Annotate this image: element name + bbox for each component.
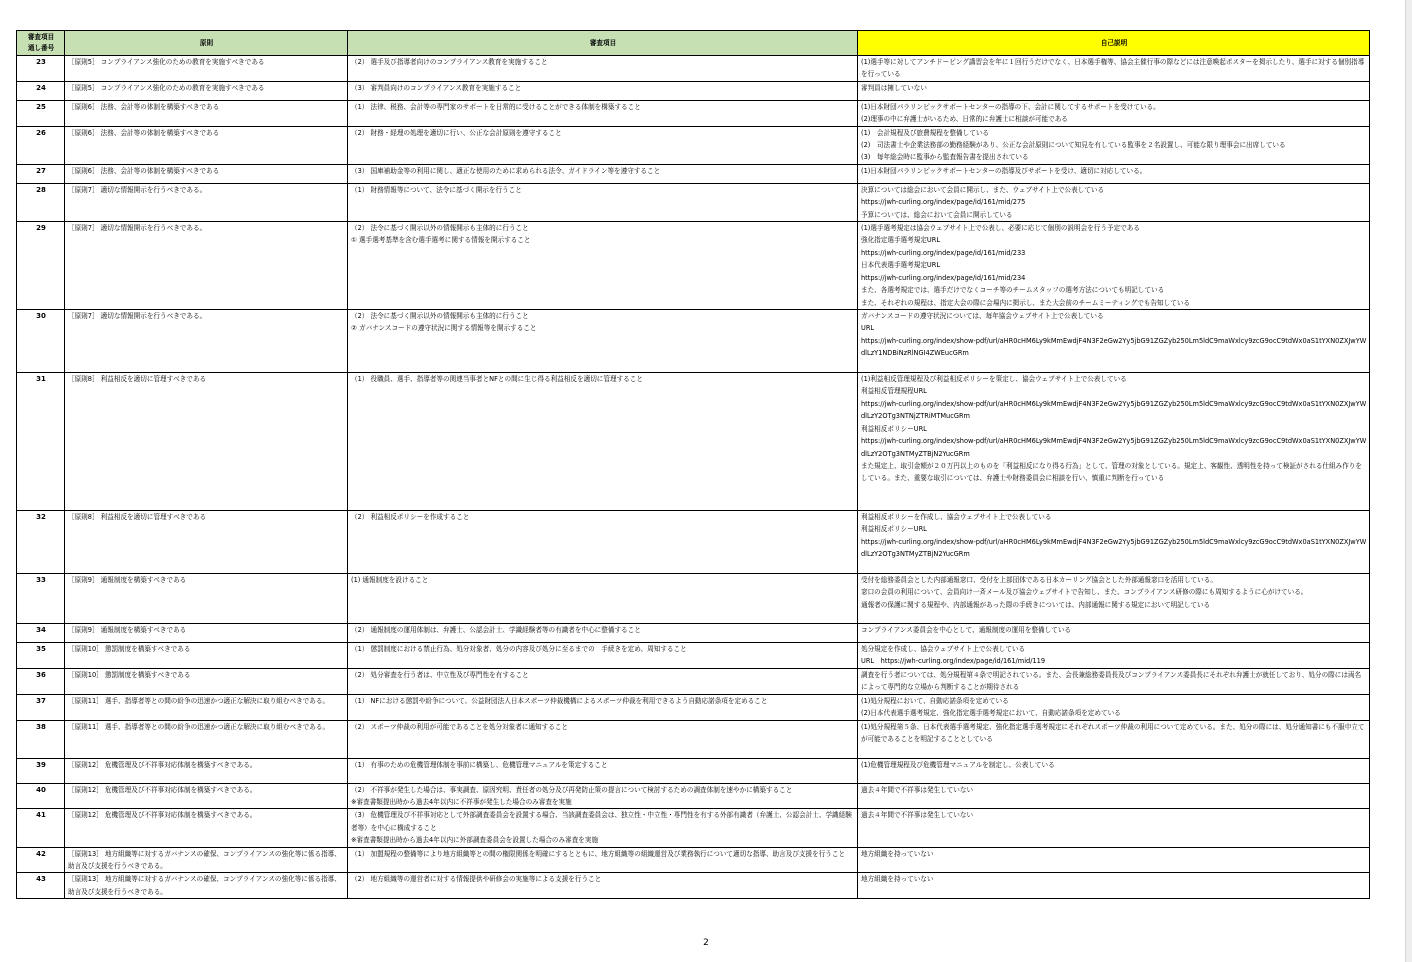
row-number: 35 [17,643,65,669]
page-edge [1405,0,1412,962]
table-row [17,668,1370,694]
self-explanation-cell: 調査を行う者については、処分規程第４条で明記されている。また、会長兼総務委員長及びコンプライアンス委員長にそれぞれ弁護士が就任しており、処分の際には両名によって専門的な立場から判断することが期待される [858,668,1370,694]
principle-cell: ［原則11］ 選手、指導者等との間の紛争の迅速かつ適正な解決に取り組むべきである。 [65,720,348,758]
review-item-cell: （1） 財務情報等について、法令に基づく開示を行うこと [348,183,858,221]
row-number: 41 [17,809,65,847]
principle-cell: ［原則13］ 地方組織等に対するガバナンスの確保、コンプライアンスの強化等に係る指導、助言及び支援を行うべきである。 [65,873,348,899]
self-explanation-cell: 地方組織を持っていない [858,873,1370,899]
table-row [17,758,1370,783]
table-row [17,81,1370,100]
review-item-cell: （3） 審判員向けのコンプライアンス教育を実施すること [348,81,858,100]
row-number: 40 [17,783,65,809]
principle-cell: ［原則7］ 適切な情報開示を行うべきである。 [65,183,348,221]
principle-cell: ［原則6］ 法務、会計等の体制を構築すべきである [65,100,348,126]
principle-cell: ［原則10］ 懲罰制度を構築すべきである [65,668,348,694]
review-item-cell: （1） 懲罰制度における禁止行為、処分対象者、処分の内容及び処分に至るまでの 手続きを定め、周知すること [348,643,858,669]
review-item-cell: （3） 国庫補助金等の利用に関し、適正な使用のために求められる法令、ガイドライン等を遵守すること [348,164,858,183]
review-item-cell: （2） スポーツ仲裁の利用が可能であることを処分対象者に通知すること [348,720,858,758]
table-row [17,643,1370,669]
self-explanation-cell: (1)選手等に対してアンチドーピング講習会を年に１回行うだけでなく、日本選手権等、協会主催行事の際などには注意喚起ポスターを掲示したり、選手に対する個別指導を行っている [858,56,1370,82]
review-item-cell: （2） 財務・経理の処理を適切に行い、公正な会計原則を遵守すること [348,126,858,164]
review-item-cell: (1) 通報制度を設けること [348,574,858,624]
review-item-cell: （2） 不祥事が発生した場合は、事実調査、原因究明、責任者の処分及び再発防止策の提言について検討するための調査体制を速やかに構築すること ※審査書類提出時から過去4年以内に不祥事が発生した場合のみ審査を実施 [348,783,858,809]
principle-cell: ［原則12］ 危機管理及び不祥事対応体制を構築すべきである。 [65,783,348,809]
header-serial-number-line1: 審査項目 [27,33,55,41]
self-explanation-cell: (1)日本財団パラリンピックサポートセンターの指導及びサポートを受け、適切に対応している。 [858,164,1370,183]
review-table [16,30,1370,899]
self-explanation-cell: (1)処分規程において、自動応諾条項を定めている (2)日本代表選手選考規定、強化指定選手選考規定において、自動応諾条項を定めている [858,694,1370,720]
review-item-cell: （3） 危機管理及び不祥事対応として外部調査委員会を設置する場合、当該調査委員会は、独立性・中立性・専門性を有する外部有識者（弁護士、公認会計士、学識経験者等）を中心に構成すること ※審査書類提出時から過去4年以内に外部調査委員会を設置した場合のみ審査を実施 [348,809,858,847]
table-row [17,183,1370,221]
row-number: 38 [17,720,65,758]
row-number: 23 [17,56,65,82]
self-explanation-cell: 受付を総務委員会とした内部通報窓口、受付を上部団体である日本カーリング協会とした外部通報窓口を活用している。 窓口の会員の利用について、会員向け一斉メール及び協会ウェブサイトで告知し、また、コンプライアンス研修の際にも周知するように心がけている。 通報者の保護に関する規程や、内部通報があった際の手続きについては、内部通報に関する規定において明記している [858,574,1370,624]
principle-cell: ［原則12］ 危機管理及び不祥事対応体制を構築すべきである。 [65,758,348,783]
table-row [17,56,1370,82]
principle-cell: ［原則9］ 通報制度を構築すべきである [65,574,348,624]
row-number: 33 [17,574,65,624]
self-explanation-cell: ガバナンスコードの遵守状況については、毎年協会ウェブサイト上で公表している URL https://jwh-curling.org/index/show-pdf/url/aHR0cHM6Ly9kMmEwdjF4N3F2eGw2Yy5jbG91ZGZyb250Lm5ldC9maWxlcy9zcG9ocC9tdWx0aS1tYXN0ZXJwYWdlLzY1NDBiNzRlNGI4ZWEucGRm [858,310,1370,373]
self-explanation-cell: (1)日本財団パラリンピックサポートセンターの指導の下、会計に関してするサポートを受けている。 (2)理事の中に弁護士がいるため、日常的に弁護士に相談が可能である [858,100,1370,126]
header-principle: 原則 [65,31,348,56]
row-number: 43 [17,873,65,899]
principle-cell: ［原則5］ コンプライアンス強化のための教育を実施すべきである [65,81,348,100]
self-explanation-cell: (1)処分規程第５条、日本代表選手選考規定、強化指定選手選考規定にそれぞれスポーツ仲裁の利用について定めている。また、処分の際には、処分通知書にも不服申立てが可能であることを明記することとしている [858,720,1370,758]
row-number: 26 [17,126,65,164]
principle-cell: ［原則12］ 危機管理及び不祥事対応体制を構築すべきである。 [65,809,348,847]
table-row [17,694,1370,720]
table-row [17,222,1370,310]
self-explanation-cell: (1)危機管理規程及び危機管理マニュアルを制定し、公表している [858,758,1370,783]
self-explanation-cell: 過去４年間で不祥事は発生していない [858,809,1370,847]
review-item-cell: （2） 通報制度の運用体制は、弁護士、公認会計士、学識経験者等の有識者を中心に整備すること [348,624,858,643]
self-explanation-cell: 地方組織を持っていない [858,847,1370,873]
header-self-explanation: 自己説明 [858,31,1370,56]
table-row [17,100,1370,126]
review-item-cell: （1） 役職員、選手、指導者等の関連当事者とNFとの間に生じ得る利益相反を適切に管理すること [348,373,858,511]
page-number: 2 [703,938,709,948]
review-item-cell: （1） 有事のための危機管理体制を事前に構築し、危機管理マニュアルを策定すること [348,758,858,783]
table-row [17,783,1370,809]
principle-cell: ［原則6］ 法務、会計等の体制を構築すべきである [65,126,348,164]
table-row [17,809,1370,847]
header-serial-number [17,31,65,56]
review-item-cell: （1） 法律、税務、会計等の専門家のサポートを日常的に受けることができる体制を構築すること [348,100,858,126]
self-explanation-cell: (1) 会計規程及び旅費規程を整備している (2) 司法書士や企業法務部の勤務経験があり、公正な会計原則について知見を有している監事を２名設置し、可能な限り理事会に出席している (3) 毎年総会時に監事から監査報告書を提出されている [858,126,1370,164]
review-item-cell: （1） NFにおける懲罰や紛争について、公益財団法人日本スポーツ仲裁機構によるスポーツ仲裁を利用できるよう自動応諾条項を定めること [348,694,858,720]
principle-cell: ［原則13］ 地方組織等に対するガバナンスの確保、コンプライアンスの強化等に係る指導、助言及び支援を行うべきである。 [65,847,348,873]
row-number: 37 [17,694,65,720]
self-explanation-cell: 過去４年間で不祥事は発生していない [858,783,1370,809]
principle-cell: ［原則11］ 選手、指導者等との間の紛争の迅速かつ適正な解決に取り組むべきである。 [65,694,348,720]
row-number: 31 [17,373,65,511]
table-row [17,574,1370,624]
self-explanation-cell: 処分規定を作成し、協会ウェブサイト上で公表している URL https://jwh-curling.org/index/page/id/161/mid/119 [858,643,1370,669]
table-row [17,847,1370,873]
row-number: 27 [17,164,65,183]
self-explanation-cell: コンプライアンス委員会を中心として、通報制度の運用を整備している [858,624,1370,643]
self-explanation-cell: 審判員は擁していない [858,81,1370,100]
row-number: 42 [17,847,65,873]
row-number: 32 [17,511,65,574]
table-row [17,126,1370,164]
row-number: 29 [17,222,65,310]
principle-cell: ［原則5］ コンプライアンス強化のための教育を実施すべきである [65,56,348,82]
header-serial-number-line2: 通し番号 [27,44,55,52]
review-item-cell: （2） 地方組織等の運営者に対する情報提供や研修会の実施等による支援を行うこと [348,873,858,899]
review-item-cell: （2） 法令に基づく開示以外の情報開示も主体的に行うこと ② ガバナンスコードの遵守状況に関する情報等を開示すること [348,310,858,373]
principle-cell: ［原則7］ 適切な情報開示を行うべきである。 [65,310,348,373]
row-number: 28 [17,183,65,221]
table-row [17,873,1370,899]
row-number: 24 [17,81,65,100]
header-review-item: 審査項目 [348,31,858,56]
principle-cell: ［原則7］ 適切な情報開示を行うべきである。 [65,222,348,310]
principle-cell: ［原則9］ 通報制度を構築すべきである [65,624,348,643]
review-item-cell: （2） 処分審査を行う者は、中立性及び専門性を有すること [348,668,858,694]
table-row [17,164,1370,183]
principle-cell: ［原則8］ 利益相反を適切に管理すべきである [65,373,348,511]
row-number: 39 [17,758,65,783]
self-explanation-cell: 利益相反ポリシーを作成し、協会ウェブサイト上で公表している 利益相反ポリシーURL https://jwh-curling.org/index/show-pdf/url/aHR0cHM6Ly9kMmEwdjF4N3F2eGw2Yy5jbG91ZGZyb250Lm5ldC9maWxlcy9zcG9ocC9tdWx0aS1tYXN0ZXJwYWdlLzY2OTg3NTMyZTBjN2YucGRm [858,511,1370,574]
self-explanation-cell: 決算については総会において会員に開示し、また、ウェブサイト上で公表している https://jwh-curling.org/index/page/id/161/mid/275 予算については、総会において会員に開示している [858,183,1370,221]
table-row [17,511,1370,574]
self-explanation-cell: (1)利益相反管理規程及び利益相反ポリシーを策定し、協会ウェブサイト上で公表している 利益相反管理規程URL https://jwh-curling.org/index/show-pdf/url/aHR0cHM6Ly9kMmEwdjF4N3F2eGw2Yy5jbG91ZGZyb250Lm5ldC9maWxlcy9zcG9ocC9tdWx0aS1tYXN0ZXJwYWdlLzY2OTg3NTNjZTRiMTMucGRm 利益相反ポリシーURL https://jwh-curling.org/index/show-pdf/url/aHR0cHM6Ly9kMmEwdjF4N3F2eGw2Yy5jbG91ZGZyb250Lm5ldC9maWxlcy9zcG9ocC9tdWx0aS1tYXN0ZXJwYWdlLzY2OTg3NTMyZTBjN2YucGRm また規定上、取引金額が２０万円以上のものを「利益相反になり得る行為」として、管理の対象としている。規定上、客観性、透明性を持って検証がされる仕組み作りをしている。また、重要な取引については、弁護士や財務委員会に相談を行い、慎重に判断を行っている [858,373,1370,511]
table-row [17,310,1370,373]
principle-cell: ［原則6］ 法務、会計等の体制を構築すべきである [65,164,348,183]
row-number: 36 [17,668,65,694]
table-row [17,624,1370,643]
row-number: 30 [17,310,65,373]
review-item-cell: （2） 利益相反ポリシーを作成すること [348,511,858,574]
table-row [17,720,1370,758]
self-explanation-cell: (1)選手選考規定は協会ウェブサイト上で公表し、必要に応じて個別の説明会を行う予定である 強化指定選手選考規定URL https://jwh-curling.org/index/page/id/161/mid/233 日本代表選手選考規定URL https://jwh-curling.org/index/page/id/161/mid/234 また、各選考規定では、選手だけでなくコーチ等のチームスタッフの選考方法についても明記している また、それぞれの規程は、指定大会の際に会場内に掲示し、また大会前のチームミーティングでも告知している [858,222,1370,310]
principle-cell: ［原則10］ 懲罰制度を構築すべきである [65,643,348,669]
table-row [17,373,1370,511]
review-item-cell: （1） 加盟規程の整備等により地方組織等との間の権限関係を明確にするとともに、地方組織等の組織運営及び業務執行について適切な指導、助言及び支援を行うこと [348,847,858,873]
principle-cell: ［原則8］ 利益相反を適切に管理すべきである [65,511,348,574]
review-item-cell: （2） 選手及び指導者向けのコンプライアンス教育を実施すること [348,56,858,82]
header-row [17,31,1370,56]
review-item-cell: （2） 法令に基づく開示以外の情報開示も主体的に行うこと ① 選手選考基準を含む選手選考に関する情報を開示すること [348,222,858,310]
row-number: 25 [17,100,65,126]
row-number: 34 [17,624,65,643]
